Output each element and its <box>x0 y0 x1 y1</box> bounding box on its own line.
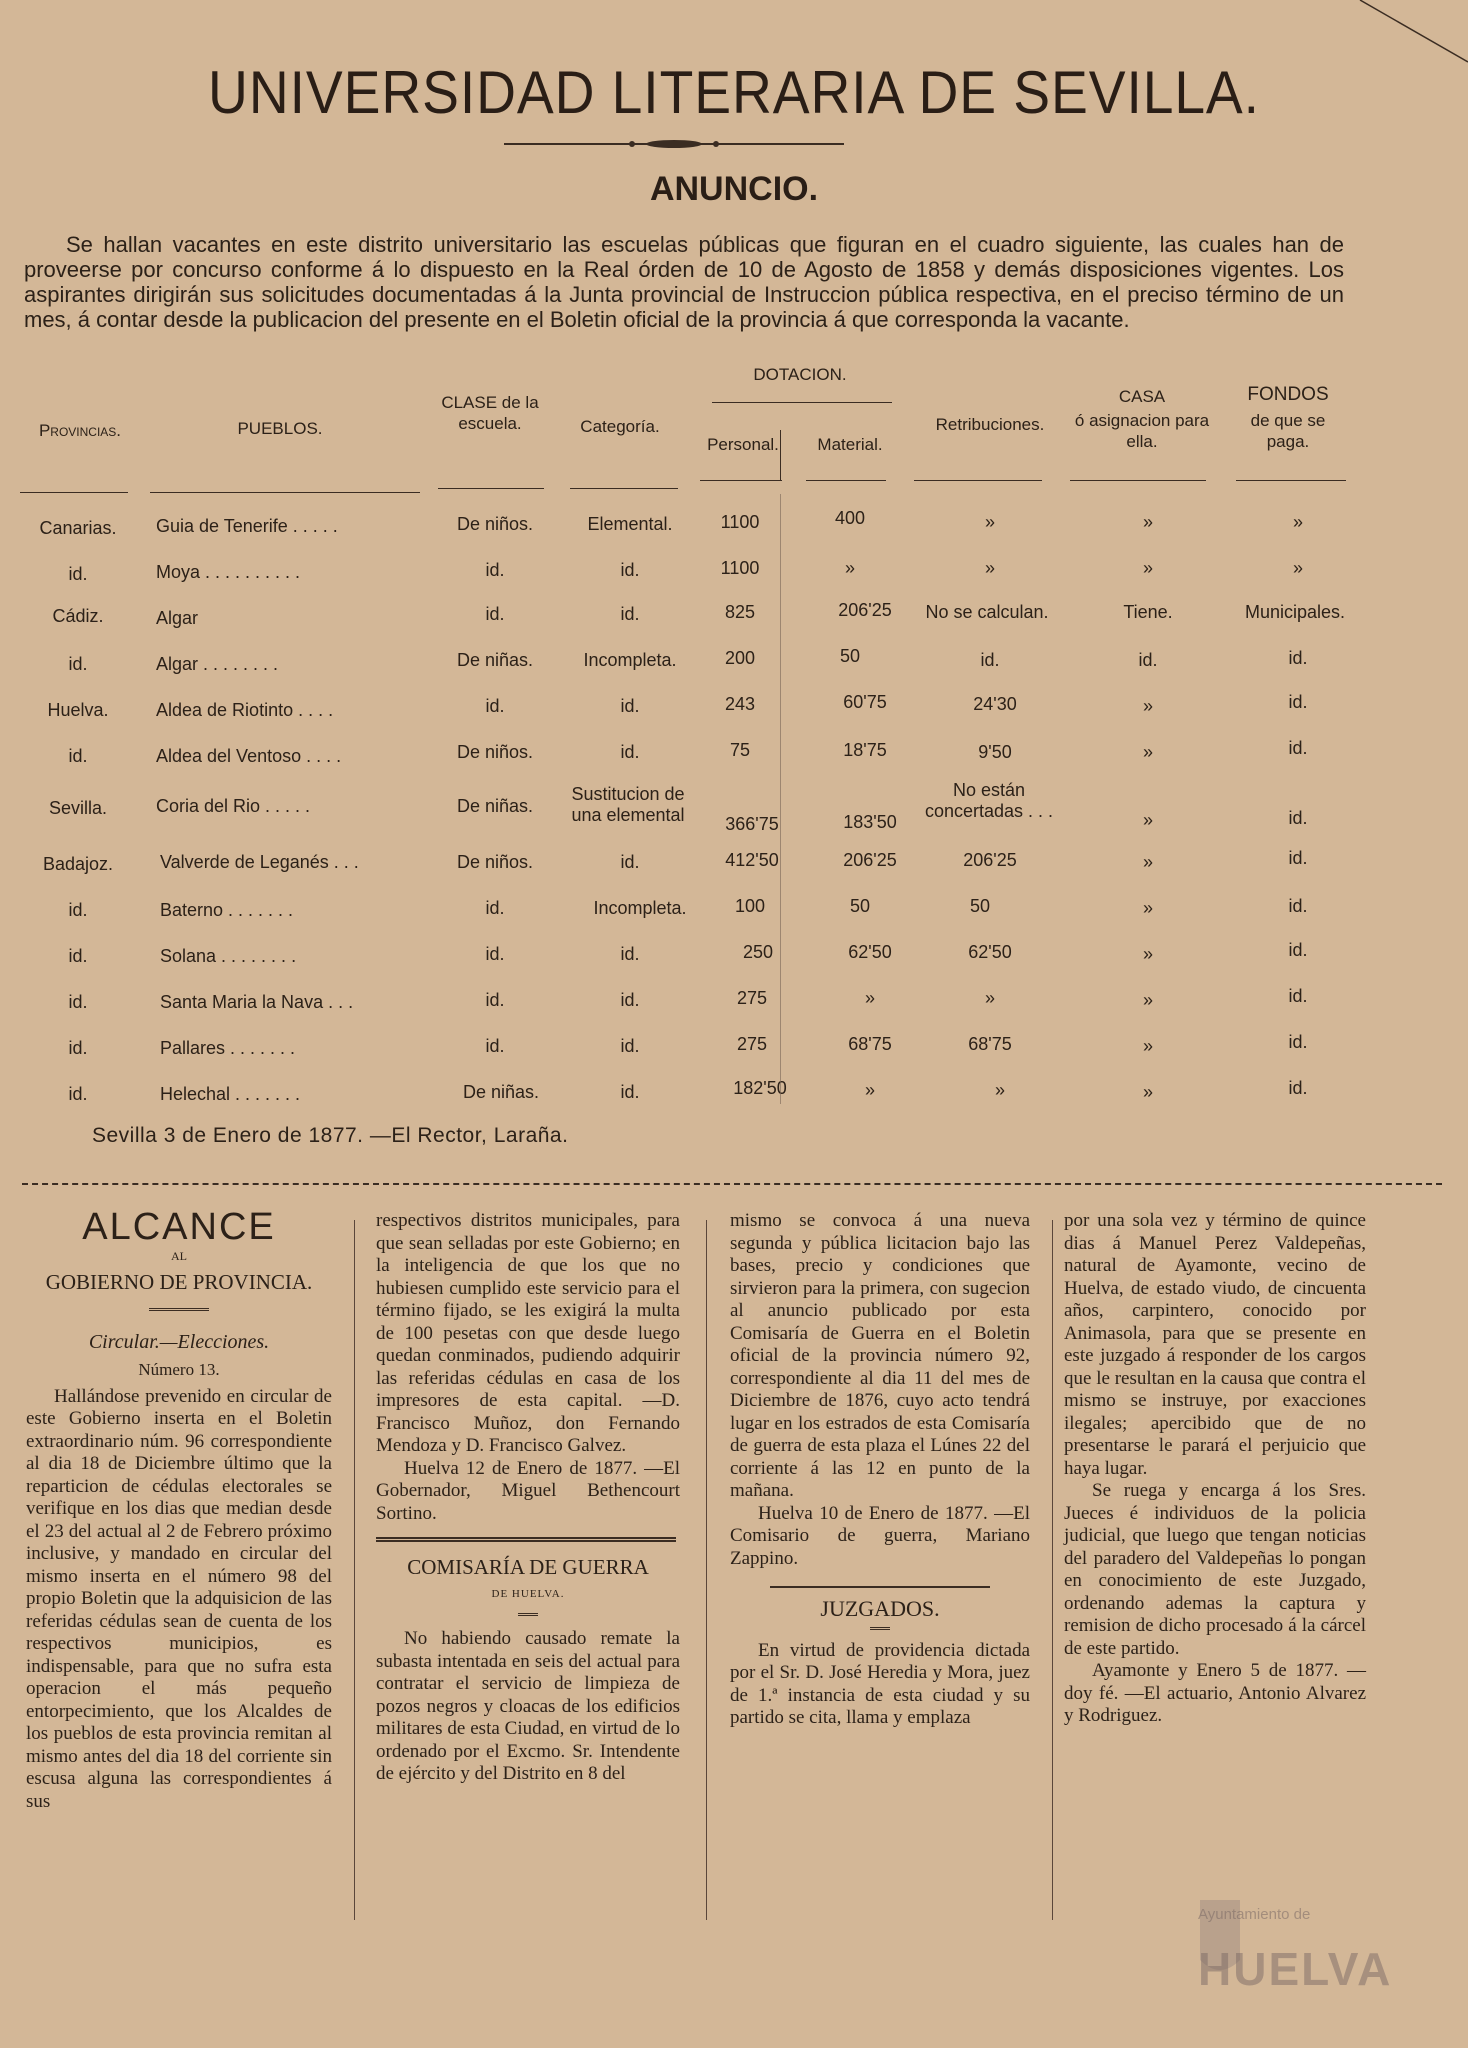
table-row <box>0 982 1468 1028</box>
col3-body: mismo se convoca á una nueva segunda y pública licitacion bajo las bases, precio y condiciones que sirvieron para la primera, con sugecion al anuncio publicado por esta Comisaría de Guerra en el Boletin oficial de la provincia número 92, correspondiente al dia 11 del mes de Diciembre de 1876, cuyo acto tendrá lugar en los estrados de esta Comisaría de guerra de esta plaza el Lúnes 22 del corriente á las 12 en punto de la mañana. <box>730 1210 1030 1501</box>
col2-comisaria: No habiendo causado remate la subasta intentada en seis del actual para contratar el servicio de limpieza de pozos negros y cloacas de los edificios militares de esta Ciudad, en virtud de lo ordenado por el Excmo. Sr. Intendente de ejército y del Distrito en 8 del <box>376 1628 680 1784</box>
cell-personal: 275 <box>736 988 768 1008</box>
header-casa-sub: ó asignacion para ella. <box>1074 411 1210 451</box>
table-row <box>0 592 1468 638</box>
cell-casa: » <box>1142 1036 1153 1056</box>
cell-personal: 200 <box>724 648 756 668</box>
cell-fondos: Municipales. <box>1244 602 1346 622</box>
cell-provincia: id. <box>68 1038 88 1058</box>
table-row <box>0 936 1468 982</box>
cell-provincia: Canarias. <box>39 518 117 538</box>
juzgados-mark <box>870 1627 890 1630</box>
comisaria-mark <box>518 1613 538 1616</box>
column-juzgados <box>1064 1210 1366 1728</box>
cell-personal: 275 <box>736 1034 768 1054</box>
cell-categoria: id. <box>620 944 640 964</box>
cell-fondos: id. <box>1288 1032 1308 1052</box>
cell-fondos: » <box>1292 512 1303 532</box>
cell-retribuciones: » <box>984 512 995 532</box>
column-rule <box>354 1220 355 1920</box>
cell-categoria: id. <box>620 990 640 1010</box>
cell-casa: » <box>1142 944 1153 964</box>
table-row <box>0 1028 1468 1074</box>
cell-clase: De niñas. <box>456 650 534 670</box>
header-casa: CASA <box>1118 387 1166 406</box>
col2-signature: Huelva 12 de Enero de 1877. —El Gobernador, Miguel Bethencourt Sortino. <box>376 1457 680 1524</box>
cell-pueblo: Santa Maria la Nava . . . <box>160 992 354 1012</box>
cell-casa: » <box>1142 512 1153 532</box>
cell-pueblo: Moya . . . . . . . . . . <box>156 562 301 582</box>
cell-material: 68'75 <box>848 1034 892 1054</box>
cell-casa: id. <box>1138 650 1158 670</box>
cell-casa: » <box>1142 696 1153 716</box>
cell-categoria: Incompleta. <box>593 898 687 918</box>
cell-pueblo: Valverde de Leganés . . . <box>160 852 359 872</box>
table-row <box>0 776 1468 844</box>
header-rule <box>150 492 420 493</box>
ornament-rule <box>504 138 844 150</box>
cell-fondos: » <box>1292 558 1303 578</box>
table-row <box>0 1074 1468 1120</box>
header-rule <box>806 480 886 481</box>
cell-retribuciones: » <box>984 558 995 578</box>
cell-casa: » <box>1142 810 1153 830</box>
comisaria-subtitle: DE HUELVA. <box>491 1587 565 1600</box>
header-retribuciones: Retribuciones. <box>935 415 1045 434</box>
header-provincias: Provincias. <box>38 421 122 440</box>
cell-material: 50 <box>839 646 861 666</box>
section-separator <box>22 1183 1442 1185</box>
table-row <box>0 500 1468 546</box>
column-alcance <box>26 1206 332 1813</box>
comisaria-title: COMISARÍA DE GUERRA <box>407 1555 649 1579</box>
cell-provincia: Sevilla. <box>48 798 108 818</box>
cell-fondos: id. <box>1288 896 1308 916</box>
cell-retribuciones: 62'50 <box>968 942 1012 962</box>
cell-personal: 75 <box>729 740 751 760</box>
alcance-al: AL <box>171 1248 187 1263</box>
cell-material: 62'50 <box>848 942 892 962</box>
alcance-subtitle: GOBIERNO DE PROVINCIA. <box>45 1270 313 1294</box>
juzgados-title: JUZGADOS. <box>820 1596 940 1621</box>
watermark-logo-text: HUELVA <box>1198 1943 1393 1995</box>
cell-retribuciones: 9'50 <box>978 742 1012 762</box>
header-clase: CLASE de la escuela. <box>441 393 539 433</box>
cell-fondos: id. <box>1288 986 1308 1006</box>
folded-corner <box>1350 0 1468 70</box>
header-rule <box>1070 480 1206 481</box>
cell-provincia: id. <box>68 992 88 1012</box>
cell-material: 206'25 <box>843 850 897 870</box>
cell-clase: De niños. <box>456 514 534 534</box>
cell-retribuciones: » <box>994 1080 1005 1100</box>
cell-clase: id. <box>485 560 505 580</box>
numero-label: Número 13. <box>138 1360 220 1379</box>
cell-personal: 825 <box>724 602 756 622</box>
cell-categoria: Sustitucion de una elemental <box>571 784 685 825</box>
header-fondos-sub: de que se paga. <box>1250 411 1326 451</box>
cell-pueblo: Algar <box>156 608 199 628</box>
header-dotacion: DOTACION. <box>753 365 847 384</box>
cell-casa: » <box>1142 1082 1153 1102</box>
cell-categoria: id. <box>620 1036 640 1056</box>
alcance-rule <box>149 1308 209 1311</box>
cell-casa: » <box>1142 898 1153 918</box>
table-row <box>0 684 1468 730</box>
cell-pueblo: Baterno . . . . . . . <box>160 900 294 920</box>
cell-fondos: id. <box>1288 1078 1308 1098</box>
cell-clase: De niños. <box>456 742 534 762</box>
header-rule <box>914 480 1042 481</box>
cell-clase: id. <box>485 944 505 964</box>
announcement-heading: ANUNCIO. <box>649 170 819 208</box>
header-rule <box>1236 480 1346 481</box>
cell-retribuciones: 68'75 <box>968 1034 1012 1054</box>
header-pueblos: PUEBLOS. <box>237 419 323 438</box>
col3-signature: Huelva 10 de Enero de 1877. —El Comisario de guerra, Mariano Zappino. <box>730 1502 1030 1569</box>
cell-pueblo: Guia de Tenerife . . . . . <box>156 516 338 536</box>
personal-column-rule <box>780 494 781 1104</box>
table-row <box>0 546 1468 592</box>
cell-material: 206'25 <box>838 600 892 620</box>
cell-personal: 366'75 <box>725 814 779 834</box>
table-row <box>0 844 1468 890</box>
cell-material: 18'75 <box>843 740 887 760</box>
cell-casa: » <box>1142 990 1153 1010</box>
cell-fondos: id. <box>1288 648 1308 668</box>
cell-provincia: Cádiz. <box>52 606 104 626</box>
header-fondos: FONDOS <box>1247 384 1329 405</box>
col4-body2: Se ruega y encarga á los Sres. Jueces é individuos de la policia judicial, que luego que tengan noticias del paradero del Valdepeñas lo pongan en conocimiento de este Juzgado, ordenando ademas la captura y remision de dicho procesado á la cárcel de este partido. <box>1064 1480 1366 1659</box>
header-rule <box>20 492 128 493</box>
watermark-small-text: Ayuntamiento de <box>1198 1906 1311 1923</box>
cell-personal: 250 <box>742 942 774 962</box>
cell-material: » <box>844 558 855 578</box>
cell-clase: id. <box>485 990 505 1010</box>
header-categoria: Categoría. <box>580 417 660 436</box>
cell-material: » <box>864 988 875 1008</box>
cell-pueblo: Aldea de Riotinto . . . . <box>156 700 334 720</box>
cell-pueblo: Pallares . . . . . . . <box>160 1038 296 1058</box>
cell-categoria: id. <box>620 696 640 716</box>
cell-provincia: id. <box>68 564 88 584</box>
cell-personal: 412'50 <box>725 850 779 870</box>
header-rule <box>438 488 544 489</box>
cell-clase: id. <box>485 696 505 716</box>
page-title: UNIVERSIDAD LITERARIA DE SEVILLA. <box>208 59 1260 126</box>
cell-clase: id. <box>485 1036 505 1056</box>
cell-categoria: Incompleta. <box>583 650 677 670</box>
cell-retribuciones: 206'25 <box>963 850 1017 870</box>
cell-retribuciones: » <box>984 988 995 1008</box>
cell-clase: De niñas. <box>462 1082 540 1102</box>
cell-material: » <box>864 1080 875 1100</box>
col2-rule <box>376 1537 676 1542</box>
cell-retribuciones: 50 <box>969 896 991 916</box>
cell-personal: 1100 <box>720 558 760 578</box>
col2-body: respectivos distritos municipales, para que sean selladas por este Gobierno; en la inteligencia de que los que no hubiesen cumplido este servicio para el término fijado, se les exigirá la multa de 100 pesetas con que desde luego quedan conminados, pudiendo adquirir las referidas cédulas en casa de los impresores de esta capital. —D. Francisco Muñoz, don Fernando Mendoza y D. Francisco Galvez. <box>376 1210 680 1456</box>
cell-retribuciones: id. <box>980 650 1000 670</box>
cell-pueblo: Helechal . . . . . . . <box>160 1084 301 1104</box>
header-material: Material. <box>817 435 883 454</box>
cell-fondos: id. <box>1288 738 1308 758</box>
intro-paragraph: Se hallan vacantes en este distrito universitario las escuelas públicas que figuran en el cuadro siguiente, las cuales han de proveerse por concurso conforme á lo dispuesto en la Real órden de 10 de Agosto de 1858 y demás disposiciones vigentes. Los aspirantes dirigirán sus solicitudes documentadas á la Junta provincial de Instruccion pública respectiva, en el preciso término de un mes, á contar desde la publicacion del presente en el Boletin oficial de la provincia á que corresponda la vacante. <box>24 232 1344 332</box>
col3-rule <box>770 1586 990 1588</box>
cell-material: 183'50 <box>843 812 897 832</box>
col4-body: por una sola vez y término de quince dias á Manuel Perez Valdepeñas, natural de Ayamonte, vecino de Huelva, de estado viudo, de cincuenta años, carpintero, conocido por Animasola, para que se presente en este juzgado á responder de los cargos que le resultan en la causa que contra el mismo se instruye, por exacciones ilegales; apercibido que de no presentarse le parará el perjuicio que haya lugar. <box>1064 1210 1366 1479</box>
header-rule <box>700 480 782 481</box>
cell-retribuciones: No están concertadas . . . <box>924 780 1054 821</box>
dotacion-rule <box>712 402 892 403</box>
cell-provincia: id. <box>68 1084 88 1104</box>
cell-personal: 182'50 <box>733 1078 787 1098</box>
circular-heading: Circular.—Elecciones. <box>88 1330 270 1353</box>
cell-categoria: id. <box>620 742 640 762</box>
cell-casa: » <box>1142 558 1153 578</box>
cell-provincia: Huelva. <box>47 700 109 720</box>
cell-provincia: id. <box>68 746 88 766</box>
header-personal: Personal. <box>707 435 779 454</box>
column-rule <box>706 1220 707 1920</box>
header-vrule <box>780 430 781 480</box>
header-rule <box>570 488 678 489</box>
cell-provincia: id. <box>68 900 88 920</box>
cell-categoria: id. <box>620 852 640 872</box>
cell-pueblo: Solana . . . . . . . . <box>160 946 297 966</box>
cell-fondos: id. <box>1288 808 1308 828</box>
column-gobierno <box>376 1210 680 1786</box>
cell-casa: Tiene. <box>1123 602 1173 622</box>
cell-categoria: id. <box>620 1082 640 1102</box>
vacancy-table <box>0 500 1468 1120</box>
cell-clase: De niños. <box>456 852 534 872</box>
cell-provincia: id. <box>68 946 88 966</box>
cell-clase: id. <box>485 898 505 918</box>
rector-signature: Sevilla 3 de Enero de 1877. —El Rector, Laraña. <box>92 1124 569 1147</box>
col4-signature: Ayamonte y Enero 5 de 1877. —doy fé. —El actuario, Antonio Alvarez y Rodriguez. <box>1064 1660 1366 1726</box>
cell-personal: 1100 <box>720 512 760 532</box>
col1-body: Hallándose prevenido en circular de este Gobierno inserta en el Boletin extraordinario núm. 96 correspondiente al dia 18 de Diciembre último que la reparticion de cédulas electorales se verifique en los dias que median desde el 23 del actual al 2 de Febrero próximo inclusive, y mandado en circular del mismo inserta en el número 98 del propio Boletin que la adquisicion de las referidas cédulas sean de cuenta de los respectivos municipios, es indispensable, para que no sufra esta operacion el más pequeño entorpecimiento, que los Alcaldes de los pueblos de esta provincia remitan al mismo antes del dia 18 del corriente sin escusa alguna las correspondientes á sus <box>26 1385 332 1812</box>
alcance-title: ALCANCE <box>82 1206 276 1248</box>
cell-categoria: Elemental. <box>587 514 673 534</box>
table-row <box>0 638 1468 684</box>
cell-personal: 100 <box>734 896 766 916</box>
col3-juzgados: En virtud de providencia dictada por el Sr. D. José Heredia y Mora, juez de 1.ª instancia de esta ciudad y su partido se cita, llama y emplaza <box>730 1639 1030 1728</box>
cell-fondos: id. <box>1288 940 1308 960</box>
cell-fondos: id. <box>1288 692 1308 712</box>
cell-material: 60'75 <box>843 692 887 712</box>
table-row <box>0 730 1468 776</box>
cell-casa: » <box>1142 852 1153 872</box>
column-rule <box>1052 1220 1053 1920</box>
cell-fondos: id. <box>1288 848 1308 868</box>
cell-retribuciones: No se calculan. <box>925 602 1049 622</box>
cell-pueblo: Aldea del Ventoso . . . . <box>156 746 342 766</box>
cell-categoria: id. <box>620 604 640 624</box>
cell-material: 400 <box>834 508 866 528</box>
cell-categoria: id. <box>620 560 640 580</box>
cell-clase: De niñas. <box>456 796 534 816</box>
cell-casa: » <box>1142 742 1153 762</box>
cell-clase: id. <box>485 604 505 624</box>
cell-pueblo: Algar . . . . . . . . <box>156 654 279 674</box>
cell-personal: 243 <box>724 694 756 714</box>
table-row <box>0 890 1468 936</box>
cell-material: 50 <box>849 896 871 916</box>
cell-provincia: id. <box>68 654 88 674</box>
cell-pueblo: Coria del Rio . . . . . <box>156 796 311 816</box>
cell-retribuciones: 24'30 <box>973 694 1017 714</box>
column-comisaria <box>730 1210 1030 1730</box>
cell-provincia: Badajoz. <box>42 854 114 874</box>
